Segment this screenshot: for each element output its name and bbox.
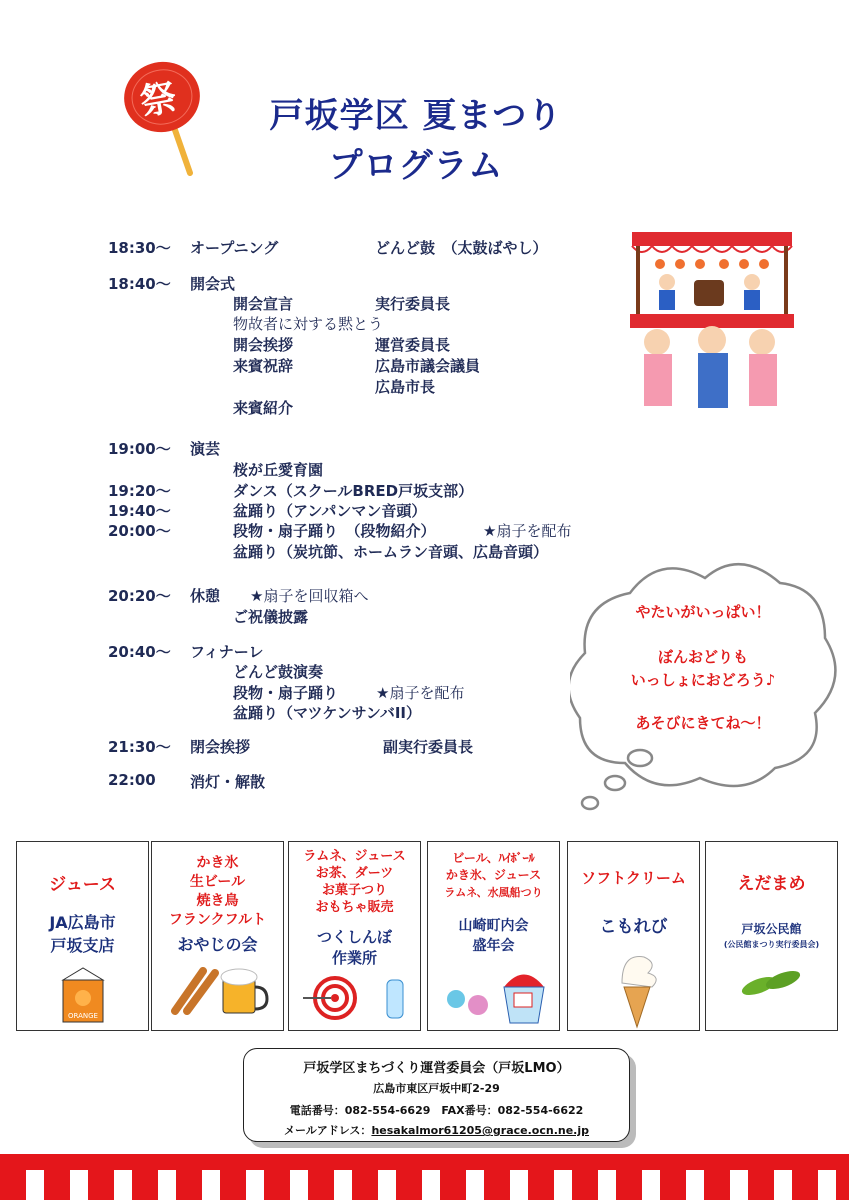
contact-phone: 電話番号：082-554-6629 FAX番号：082-554-6622 [289,1104,584,1117]
program-item: オープニング [190,239,279,257]
stall-item: かき氷 [196,855,239,871]
stall-org: JA広島市 [49,913,116,932]
program-item: 休憩 [190,587,221,605]
program-detail: 運営委員長 [375,336,451,354]
program-detail: 広島市長 [375,378,436,396]
program-item: 消灯・解散 [190,773,266,791]
program-detail: 実行委員長 [375,295,451,313]
program-sub: ダンス（スクールBRED戸坂支部） [233,482,474,500]
program-sub: 盆踊り（炭坑節、ホームラン音頭、広島音頭） [233,543,549,561]
program-time: 20:20〜 [108,587,171,605]
festival-stripes-top [0,1154,849,1170]
program-time: 19:40〜 [108,502,171,520]
program-detail: どんど鼓 （太鼓ばやし） [375,239,548,257]
cloud-line: ぼんおどりも [657,648,748,666]
stall-org: 山崎町内会 [458,918,529,934]
contact-address: 広島市東区戸坂中町2-29 [373,1082,500,1095]
stall-org: 戸坂公民館 [741,922,802,936]
shaved-ice-balloon-icon [434,957,554,1027]
festival-stage-illustration [612,232,812,422]
stall-org: つくしんぼ [316,928,392,946]
program-note: ★扇子を配布 [376,684,465,702]
program-sub: 来賓紹介 [233,399,294,417]
sausage-beer-icon [163,961,273,1016]
program-sub: ご祝儀披露 [233,608,309,626]
program-note: ★扇子を配布 [483,522,572,540]
stall-item: 生ビール [189,874,246,890]
program-sub: 桜が丘愛育園 [233,461,324,479]
program-detail: 広島市議会議員 [375,357,481,375]
stall-item: ラムネ、水風船つり [444,886,543,899]
stall-item: お茶、ダーツ [315,866,394,881]
program-sub: 盆踊り（アンパンマン音頭） [233,502,427,520]
program-item: 演芸 [190,440,221,458]
program-item: フィナーレ [190,643,264,661]
stall-org: 盛年会 [472,938,515,954]
stall-oyaji [151,841,284,1031]
juice-label: ORANGE [67,1012,98,1020]
program-time: 20:40〜 [108,643,171,661]
stall-item: ラムネ、ジュース [303,849,406,864]
program-sub: 開会宣言 [233,295,294,313]
stall-juice [16,841,149,1031]
cloud-line: あそびにきてね〜！ [635,714,771,732]
stall-org: 作業所 [331,949,377,967]
stall-item: 焼き鳥 [196,893,239,909]
stall-edamame [705,841,838,1031]
program-item: 開会式 [190,275,236,293]
program-item: 閉会挨拶 [190,738,251,756]
program-detail: 副実行委員長 [383,738,474,756]
stall-item: おもちゃ販売 [315,900,394,915]
program-time: 19:20〜 [108,482,171,500]
stall-item: お菓子つり [321,883,387,898]
fan-kanji: 祭 [137,77,180,124]
program-sub: 開会挨拶 [233,336,294,354]
soft-cream-icon [604,943,664,1031]
program-sub: 段物・扇子踊り [233,684,339,702]
darts-ramune-icon [295,972,415,1020]
program-time: 18:40〜 [108,275,171,293]
stall-item: ジュース [49,875,116,895]
juice-carton-icon [53,966,113,1026]
program-time: 19:00〜 [108,440,171,458]
page-title: 戸坂学区 夏まつり [269,96,563,136]
contact-org: 戸坂学区まちづくり運営委員会（戸坂LMO） [303,1061,570,1076]
program-sub: 段物・扇子踊り （段物紹介） [233,522,436,540]
program-sub: どんど鼓演奏 [233,663,324,681]
contact-box [243,1048,630,1142]
stall-item: ソフトクリーム [581,869,686,887]
cloud-line: やたいがいっぱい！ [635,603,771,621]
stall-org: 戸坂支店 [50,936,115,955]
stall-komorebi [567,841,700,1031]
stall-org: おやじの会 [177,935,258,954]
stall-tsukushinbo [288,841,421,1031]
cloud-line: いっしょにおどろう♪ [630,671,776,689]
stall-item: えだまめ [737,874,806,894]
stall-item: かき氷、ジュース [445,868,542,882]
stall-yamasaki [427,841,560,1031]
stall-org: こもれび [599,917,668,937]
program-note: ★扇子を回収箱へ [250,587,369,605]
stall-item: フランクフルト [168,912,267,928]
program-time: 20:00〜 [108,522,171,540]
program-time: 22:00 [108,771,156,789]
program-time: 21:30〜 [108,738,171,756]
page-subtitle: プログラム [328,146,504,186]
contact-email-label: メールアドレス： [283,1124,372,1137]
stall-org: (公民館まつり実行委員会) [723,940,820,949]
edamame-icon [737,960,807,1010]
contact-email[interactable]: hesakalmor61205@grace.ocn.ne.jp [371,1124,590,1137]
program-row: 18:30〜 [108,239,171,257]
program-sub: 来賓祝辞 [233,357,294,375]
program-sub: 物故者に対する黙とう [233,315,384,333]
program-sub: 盆踊り（マツケンサンバII） [233,704,422,722]
stall-item: ビール、ﾊｲﾎﾞｰﾙ [452,851,535,865]
